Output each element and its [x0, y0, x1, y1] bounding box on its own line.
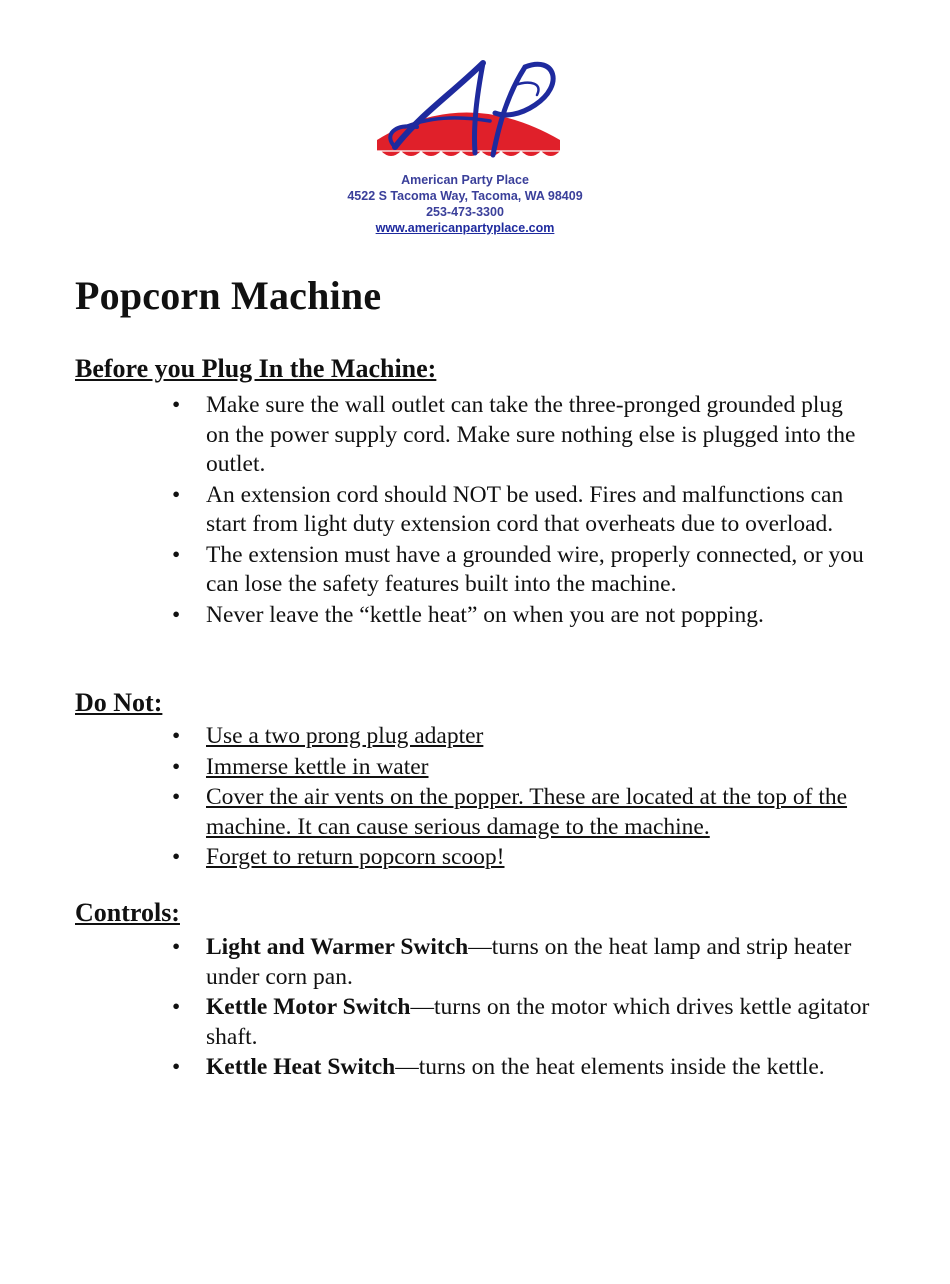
bullet-icon: • — [172, 784, 181, 810]
list-item: • Make sure the wall outlet can take the three-pronged grounded plug on the power supply cord. Make sure nothing else is plugged into the outlet. — [172, 392, 856, 477]
list-item — [172, 933, 872, 992]
list-item: • The extension must have a grounded wire, properly connected, or you can lose the safety features built into the machine. — [172, 541, 864, 597]
bullet-icon: • — [172, 601, 181, 628]
bullet-icon: • — [172, 994, 181, 1020]
bullet-icon: • — [172, 934, 181, 960]
section-heading-do-not: Do Not: — [75, 688, 163, 717]
control-term: Kettle Motor Switch — [206, 994, 411, 1020]
bullet-icon: • — [172, 844, 181, 870]
list-item: • Forget to return popcorn scoop! — [172, 843, 872, 873]
company-name: American Party Place — [401, 173, 529, 187]
bullet-icon: • — [172, 541, 181, 568]
company-website-link[interactable]: www.americanpartyplace.com — [375, 221, 555, 235]
company-phone: 253-473-3300 — [426, 205, 504, 219]
control-desc: —turns on the motor which drives kettle agitator shaft. — [206, 994, 870, 1050]
section-heading-controls: Controls: — [75, 898, 180, 927]
company-address: 4522 S Tacoma Way, Tacoma, WA 98409 — [347, 189, 583, 203]
ap-logo-icon — [365, 55, 565, 170]
list-item — [172, 993, 872, 1052]
bullet-icon: • — [172, 1054, 181, 1080]
bullet-icon: • — [172, 481, 181, 508]
bullet-icon: • — [172, 723, 181, 749]
bullet-icon: • — [172, 392, 181, 418]
section-heading-before: Before you Plug In the Machine: — [75, 354, 437, 383]
control-term: Kettle Heat Switch — [206, 1054, 396, 1080]
list-item — [172, 1053, 872, 1083]
list-item: • Use a two prong plug adapter — [172, 722, 872, 752]
control-desc: —turns on the heat lamp and strip heater under corn pan. — [206, 934, 852, 990]
control-term: Light and Warmer Switch — [206, 934, 469, 960]
control-desc: —turns on the heat elements inside the kettle. — [395, 1054, 825, 1080]
bullet-icon: • — [172, 753, 181, 780]
controls-list — [172, 933, 872, 1084]
list-item: • Cover the air vents on the popper. These are located at the top of the machine. It can cause serious damage to the machine. — [172, 784, 848, 840]
list-item: • Immerse kettle in water — [172, 753, 872, 783]
list-item: • Never leave the “kettle heat” on when you are not popping. — [172, 601, 872, 631]
list-item: • An extension cord should NOT be used. Fires and malfunctions can start from light duty extension cord that overheats due to overload. — [172, 481, 844, 537]
page-title: Popcorn Machine — [75, 273, 382, 318]
before-list — [172, 391, 872, 631]
do-not-list — [172, 722, 872, 874]
company-logo-block — [330, 55, 600, 236]
